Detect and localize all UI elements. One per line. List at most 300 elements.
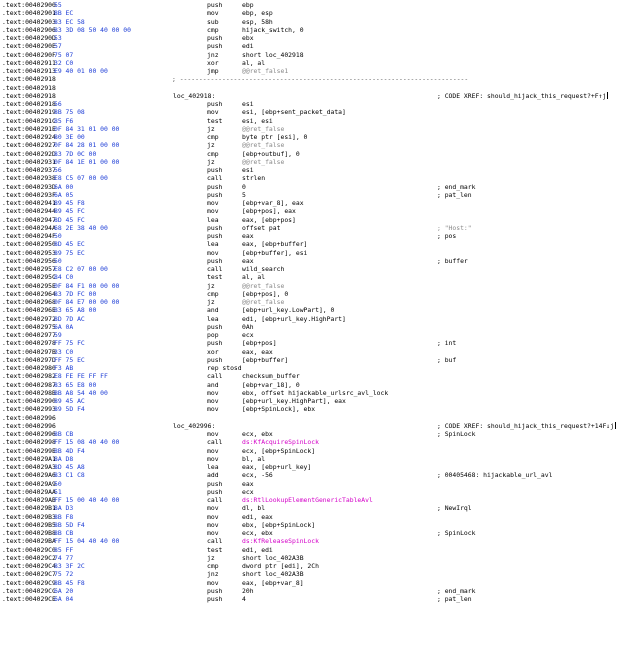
listing-line[interactable] xyxy=(0,595,640,603)
mnemonic: push xyxy=(207,487,223,496)
listing-line[interactable] xyxy=(0,265,640,273)
listing-line[interactable] xyxy=(0,356,640,364)
mnemonic: cmp xyxy=(207,25,219,34)
mnemonic: cmp xyxy=(207,289,219,298)
opcode-bytes: 59 xyxy=(54,331,62,339)
listing-line[interactable] xyxy=(0,488,640,496)
opcode-bytes: 8B CB xyxy=(54,529,74,537)
address: .text:004029BA xyxy=(2,537,56,546)
listing-line[interactable] xyxy=(0,579,640,587)
listing-line[interactable] xyxy=(0,100,640,108)
operands: ebx, offset hijackable_urlsrc_avl_lock xyxy=(242,388,389,397)
mnemonic: mov xyxy=(207,108,219,117)
listing-line[interactable] xyxy=(0,9,640,17)
listing-line[interactable] xyxy=(0,84,640,92)
listing-line[interactable] xyxy=(0,133,640,141)
opcode-bytes: 8B 75 08 xyxy=(54,108,85,117)
address: .text:004029C4 xyxy=(2,562,56,570)
address: .text:00402998 xyxy=(2,438,56,447)
address: .text:004029AB xyxy=(2,496,56,504)
listing-line[interactable] xyxy=(0,414,640,422)
mnemonic: mov xyxy=(207,248,219,257)
mnemonic: lea xyxy=(207,463,219,471)
opcode-bytes: 83 3D 08 50 40 00 00 xyxy=(54,25,131,34)
listing-line[interactable] xyxy=(0,554,640,562)
comment: ; buffer xyxy=(437,256,468,265)
listing-line[interactable] xyxy=(0,513,640,521)
opcode-bytes: 32 C0 xyxy=(54,58,74,67)
opcode-bytes: 50 xyxy=(54,256,62,265)
opcode-bytes: 0F 84 31 01 00 00 xyxy=(54,124,120,133)
comment: ; CODE XREF: should_hijack_this_request?+F↑j xyxy=(437,91,607,100)
operands[interactable]: ds:RtlLookupElementGenericTableAvl xyxy=(242,496,373,504)
listing-line[interactable] xyxy=(0,496,640,504)
opcode-bytes: 89 5D F4 xyxy=(54,405,85,414)
mnemonic: mov xyxy=(207,454,219,463)
listing-line[interactable] xyxy=(0,331,640,339)
listing-line[interactable] xyxy=(0,108,640,116)
listing-line[interactable] xyxy=(0,471,640,479)
opcode-bytes: 80 3E 00 xyxy=(54,133,85,141)
address: .text:00402918 xyxy=(2,100,56,108)
address: .text:00402911 xyxy=(2,58,56,67)
mnemonic: and xyxy=(207,306,219,315)
address: .text:00402900 xyxy=(2,1,56,9)
address: .text:004029AA xyxy=(2,487,56,496)
address: .text:00402978 xyxy=(2,339,56,348)
mnemonic: mov xyxy=(207,578,219,587)
opcode-bytes: 6A 04 xyxy=(54,595,74,603)
opcode-bytes: 51 xyxy=(54,487,62,496)
listing-line[interactable] xyxy=(0,455,640,463)
mnemonic: sub xyxy=(207,17,219,26)
mnemonic: call xyxy=(207,174,223,183)
listing-line[interactable] xyxy=(0,562,640,570)
opcode-bytes: FF 15 08 40 40 00 xyxy=(54,438,120,447)
mnemonic: mov xyxy=(207,405,219,414)
opcode-bytes: 8B 5D F4 xyxy=(54,520,85,529)
operands: ebp xyxy=(242,1,254,9)
address: .text:00402953 xyxy=(2,248,56,257)
address: .text:00402901 xyxy=(2,9,56,18)
address: .text:004029A3 xyxy=(2,463,56,471)
listing-line[interactable] xyxy=(0,59,640,67)
mnemonic: push xyxy=(207,355,223,364)
opcode-bytes: E9 40 01 00 00 xyxy=(54,67,108,75)
operands: [ebp+pos], eax xyxy=(242,207,296,216)
mnemonic: rep stosd xyxy=(207,364,242,372)
opcode-bytes: 33 C0 xyxy=(54,347,74,356)
comment: ; CODE XREF: should_hijack_this_request?+14F↓j xyxy=(437,421,614,430)
mnemonic: push xyxy=(207,223,223,232)
address: .text:00402906 xyxy=(2,25,56,34)
address: .text:004029A6 xyxy=(2,471,56,480)
operands: [ebp+outbuf], 0 xyxy=(242,149,300,158)
listing-line[interactable] xyxy=(0,92,640,100)
listing-line[interactable] xyxy=(0,348,640,356)
operands: [ebp+buffer], esi xyxy=(242,248,308,257)
address: .text:00402918 xyxy=(2,91,56,100)
address: .text:00402927 xyxy=(2,141,56,150)
address: .text:0040294A xyxy=(2,223,56,232)
mnemonic: cmp xyxy=(207,562,219,570)
listing-line[interactable] xyxy=(0,75,640,83)
operands: checksum_buffer xyxy=(242,372,300,381)
mnemonic: jz xyxy=(207,157,215,166)
address: .text:00402996 xyxy=(2,413,56,422)
operands[interactable]: ds:KfReleaseSpinLock xyxy=(242,537,319,546)
listing-line[interactable] xyxy=(0,141,640,149)
mnemonic: mov xyxy=(207,207,219,216)
operands[interactable]: @@ret_false xyxy=(242,281,285,290)
opcode-bytes: FF 75 EC xyxy=(54,355,85,364)
operands: [ebp+url_key.HighPart], eax xyxy=(242,397,346,405)
operands: ebx, [ebp+SpinLock] xyxy=(242,520,316,529)
opcode-bytes: 0F 84 E7 00 00 00 xyxy=(54,298,120,306)
mnemonic: push xyxy=(207,256,223,265)
opcode-bytes: 0F 84 1E 01 00 00 xyxy=(54,157,120,166)
operands: 4 xyxy=(242,595,246,603)
listing-line[interactable] xyxy=(0,158,640,166)
operands: eax, [ebp+pos] xyxy=(242,215,296,224)
operands: ecx, ebx xyxy=(242,430,273,438)
address: .text:004029B1 xyxy=(2,504,56,513)
address: .text:00402972 xyxy=(2,314,56,323)
opcode-bytes: 6A 20 xyxy=(54,586,74,595)
mnemonic: push xyxy=(207,595,223,603)
listing-line[interactable] xyxy=(0,587,640,595)
listing-line[interactable] xyxy=(0,290,640,298)
operands[interactable]: @@ret_false xyxy=(242,298,285,306)
address: .text:00402980 xyxy=(2,364,56,372)
address: .text:00402941 xyxy=(2,199,56,207)
address: .text:0040290F xyxy=(2,50,56,59)
opcode-bytes: 6A 00 xyxy=(54,182,74,191)
opcode-bytes: 0F 84 F1 00 00 00 xyxy=(54,281,120,290)
comment: ; end_mark xyxy=(437,586,476,595)
opcode-bytes: 8B 4D F4 xyxy=(54,446,85,455)
address: .text:0040295E xyxy=(2,281,56,290)
listing-line[interactable] xyxy=(0,546,640,554)
opcode-bytes: FF 15 04 40 40 00 xyxy=(54,537,120,546)
comment: ; pat_len xyxy=(437,595,472,603)
opcode-bytes: FF 15 00 40 40 00 xyxy=(54,496,120,504)
mnemonic: call xyxy=(207,265,223,273)
operands[interactable]: @@ret_false xyxy=(242,124,285,133)
text-cursor xyxy=(615,422,616,429)
operands: [ebp+var_18], 0 xyxy=(242,380,300,389)
listing-line[interactable] xyxy=(0,372,640,380)
operands: offset pat xyxy=(242,223,281,232)
address: .text:004029B8 xyxy=(2,529,56,537)
mnemonic: and xyxy=(207,380,219,389)
opcode-bytes: E8 C2 07 00 00 xyxy=(54,265,108,273)
operands[interactable]: ds:KfAcquireSpinLock xyxy=(242,438,319,447)
listing-line[interactable] xyxy=(0,381,640,389)
address: .text:00402924 xyxy=(2,133,56,141)
operands: ecx, ebx xyxy=(242,529,273,537)
address: .text:0040297B xyxy=(2,347,56,356)
address: .text:004029B5 xyxy=(2,520,56,529)
listing-line[interactable] xyxy=(0,463,640,471)
listing-line[interactable] xyxy=(0,306,640,314)
mnemonic: jz xyxy=(207,124,215,133)
listing-line[interactable] xyxy=(0,240,640,248)
address: .text:0040291E xyxy=(2,124,56,133)
opcode-bytes: 89 75 EC xyxy=(54,248,85,257)
operands: short loc_402A3B xyxy=(242,553,304,562)
listing-line[interactable] xyxy=(0,42,640,50)
mnemonic: test xyxy=(207,273,223,282)
opcode-bytes: 8D 45 FC xyxy=(54,215,85,224)
listing-line[interactable] xyxy=(0,183,640,191)
listing-line[interactable] xyxy=(0,166,640,174)
operands: short loc_402A3B xyxy=(242,570,304,579)
opcode-bytes: 75 72 xyxy=(54,570,74,579)
opcode-bytes: 83 7D 0C 00 xyxy=(54,149,97,158)
operands: esi, esi xyxy=(242,116,273,125)
mnemonic: push xyxy=(207,166,223,174)
address: .text:004029B3 xyxy=(2,512,56,521)
listing-line[interactable] xyxy=(0,315,640,323)
address: .text:004029A1 xyxy=(2,454,56,463)
mnemonic: jz xyxy=(207,298,215,306)
mnemonic: mov xyxy=(207,397,219,405)
listing-line[interactable] xyxy=(0,34,640,42)
comment: ; SpinLock xyxy=(437,430,476,438)
opcode-bytes: 74 77 xyxy=(54,553,74,562)
opcode-bytes: E8 C5 07 00 00 xyxy=(54,174,108,183)
address: .text:00402990 xyxy=(2,397,56,405)
opcode-bytes: 85 F6 xyxy=(54,116,74,125)
listing-line[interactable] xyxy=(0,199,640,207)
operands: esp, 58h xyxy=(242,17,273,26)
operands: 0Ah xyxy=(242,322,254,331)
mnemonic: lea xyxy=(207,215,219,224)
comment: ; NewIrql xyxy=(437,504,472,513)
operands: [ebp+var_8], eax xyxy=(242,199,304,207)
operands: eax xyxy=(242,479,254,488)
address: .text:00402937 xyxy=(2,166,56,174)
address: .text:00402919 xyxy=(2,108,56,117)
operands: eax xyxy=(242,232,254,240)
opcode-bytes: 50 xyxy=(54,232,62,240)
operands: ebx xyxy=(242,34,254,42)
mnemonic: jnz xyxy=(207,570,219,579)
listing-line[interactable] xyxy=(0,150,640,158)
listing-line[interactable] xyxy=(0,18,640,26)
mnemonic: cmp xyxy=(207,149,219,158)
address: .text:00402996 xyxy=(2,421,56,430)
listing-line[interactable] xyxy=(0,397,640,405)
mnemonic: jz xyxy=(207,553,215,562)
operands[interactable]: @@ret_false xyxy=(242,141,285,150)
opcode-bytes: 55 xyxy=(54,1,62,9)
operands: wild_search xyxy=(242,265,285,273)
listing-line[interactable] xyxy=(0,257,640,265)
address: .text:00402993 xyxy=(2,405,56,414)
listing-line[interactable] xyxy=(0,339,640,347)
operands: esi xyxy=(242,100,254,108)
listing-line[interactable] xyxy=(0,26,640,34)
listing-line[interactable] xyxy=(0,447,640,455)
text-cursor xyxy=(607,92,608,99)
mnemonic: push xyxy=(207,100,223,108)
operands: [ebp+buffer] xyxy=(242,355,289,364)
address: .text:00402950 xyxy=(2,240,56,249)
mnemonic: call xyxy=(207,537,223,546)
listing-line[interactable] xyxy=(0,125,640,133)
opcode-bytes: 6A 05 xyxy=(54,190,74,199)
operands: [ebp+pos] xyxy=(242,339,277,348)
mnemonic: jz xyxy=(207,281,215,290)
listing-line[interactable] xyxy=(0,207,640,215)
comment: ; int xyxy=(437,339,457,348)
mnemonic: call xyxy=(207,438,223,447)
operands: [ebp+url_key.LowPart], 0 xyxy=(242,306,335,315)
listing-line[interactable] xyxy=(0,1,640,9)
listing-line[interactable] xyxy=(0,273,640,281)
operands: esi xyxy=(242,166,254,174)
opcode-bytes: 83 7D FC 00 xyxy=(54,289,97,298)
code-label[interactable]: loc_402996: xyxy=(173,421,216,430)
operands: ecx, [ebp+SpinLock] xyxy=(242,446,316,455)
address: .text:00402964 xyxy=(2,289,56,298)
opcode-bytes: 8A D8 xyxy=(54,454,74,463)
listing-line[interactable] xyxy=(0,67,640,75)
address: .text:00402982 xyxy=(2,372,56,381)
opcode-bytes: 83 EC 58 xyxy=(54,17,85,26)
operands: edi, [ebp+url_key.HighPart] xyxy=(242,314,346,323)
mnemonic: mov xyxy=(207,446,219,455)
address: .text:0040291C xyxy=(2,116,56,125)
code-label[interactable]: loc_402918: xyxy=(173,91,216,100)
separator: ; --------------------------------------------------------------------------- xyxy=(172,75,469,84)
address: .text:00402957 xyxy=(2,265,56,273)
mnemonic: jnz xyxy=(207,50,219,59)
opcode-bytes: 89 45 FC xyxy=(54,207,85,216)
operands: eax xyxy=(242,256,254,265)
mnemonic: push xyxy=(207,586,223,595)
mnemonic: test xyxy=(207,116,223,125)
listing-line[interactable] xyxy=(0,438,640,446)
listing-line[interactable] xyxy=(0,174,640,182)
address: .text:00402918 xyxy=(2,83,56,92)
opcode-bytes: E8 FE FE FF FF xyxy=(54,372,108,381)
listing-line[interactable] xyxy=(0,323,640,331)
address: .text:00402947 xyxy=(2,215,56,224)
operands: ebp, esp xyxy=(242,9,273,18)
opcode-bytes: 89 45 AC xyxy=(54,397,85,405)
operands: al, al xyxy=(242,58,266,67)
opcode-bytes: FF 75 FC xyxy=(54,339,85,348)
mnemonic: mov xyxy=(207,199,219,207)
address: .text:00402968 xyxy=(2,298,56,306)
operands: al, al xyxy=(242,273,266,282)
listing-line[interactable] xyxy=(0,422,640,430)
listing-line[interactable] xyxy=(0,521,640,529)
mnemonic: xor xyxy=(207,347,219,356)
listing-line[interactable] xyxy=(0,191,640,199)
opcode-bytes: 85 FF xyxy=(54,545,74,554)
opcode-bytes: 8A D3 xyxy=(54,504,74,513)
listing-line[interactable] xyxy=(0,537,640,545)
listing-line[interactable] xyxy=(0,504,640,512)
address: .text:0040295C xyxy=(2,273,56,282)
opcode-bytes: BB A8 54 40 00 xyxy=(54,388,108,397)
listing-line[interactable] xyxy=(0,249,640,257)
address: .text:0040293F xyxy=(2,190,56,199)
mnemonic: push xyxy=(207,1,223,9)
operands: eax, [ebp+var_8] xyxy=(242,578,304,587)
operands: 20h xyxy=(242,586,254,595)
address: .text:00402931 xyxy=(2,157,56,166)
address: .text:0040294F xyxy=(2,232,56,240)
opcode-bytes: F3 AB xyxy=(54,364,74,372)
listing-line[interactable] xyxy=(0,232,640,240)
mnemonic: add xyxy=(207,471,219,480)
listing-line[interactable] xyxy=(0,51,640,59)
operands: 0 xyxy=(242,182,246,191)
address: .text:00402977 xyxy=(2,331,56,339)
opcode-bytes: 8D 7D AC xyxy=(54,314,85,323)
mnemonic: mov xyxy=(207,529,219,537)
address: .text:0040298B xyxy=(2,388,56,397)
opcode-bytes: 53 xyxy=(54,34,62,42)
operands[interactable]: @@ret_false xyxy=(242,157,285,166)
operands: [ebp+pos], 0 xyxy=(242,289,289,298)
comment: ; buf xyxy=(437,355,457,364)
operands: edi, eax xyxy=(242,512,273,521)
listing-line[interactable] xyxy=(0,298,640,306)
mnemonic: lea xyxy=(207,314,219,323)
address: .text:004029C7 xyxy=(2,570,56,579)
operands: bl, al xyxy=(242,454,266,463)
operands: [ebp+SpinLock], ebx xyxy=(242,405,316,414)
operands: esi, [ebp+sent_packet_data] xyxy=(242,108,346,117)
mnemonic: mov xyxy=(207,388,219,397)
listing-line[interactable] xyxy=(0,224,640,232)
address: .text:004029C2 xyxy=(2,553,56,562)
operands: eax, eax xyxy=(242,347,273,356)
listing-line[interactable] xyxy=(0,570,640,578)
address: .text:00402996 xyxy=(2,430,56,438)
listing-line[interactable] xyxy=(0,529,640,537)
mnemonic: push xyxy=(207,182,223,191)
opcode-bytes: 8D 45 A8 xyxy=(54,463,85,471)
address: .text:00402938 xyxy=(2,174,56,183)
listing-line[interactable] xyxy=(0,430,640,438)
comment: ; "Host:" xyxy=(437,223,472,232)
comment: ; pos xyxy=(437,232,457,240)
listing-line[interactable] xyxy=(0,216,640,224)
listing-line[interactable] xyxy=(0,405,640,413)
listing-line[interactable] xyxy=(0,117,640,125)
address: .text:00402987 xyxy=(2,380,56,389)
mnemonic: cmp xyxy=(207,133,219,141)
listing-line[interactable] xyxy=(0,364,640,372)
opcode-bytes: 8B CB xyxy=(54,430,74,438)
mnemonic: lea xyxy=(207,240,219,249)
listing-line[interactable] xyxy=(0,282,640,290)
operands: ecx, -56 xyxy=(242,471,273,480)
opcode-bytes: 57 xyxy=(54,42,62,51)
opcode-bytes: 50 xyxy=(54,479,62,488)
operands: edi, edi xyxy=(242,545,273,554)
listing-line[interactable] xyxy=(0,389,640,397)
listing-line[interactable] xyxy=(0,480,640,488)
operands[interactable]: @@ret_false1 xyxy=(242,67,289,75)
